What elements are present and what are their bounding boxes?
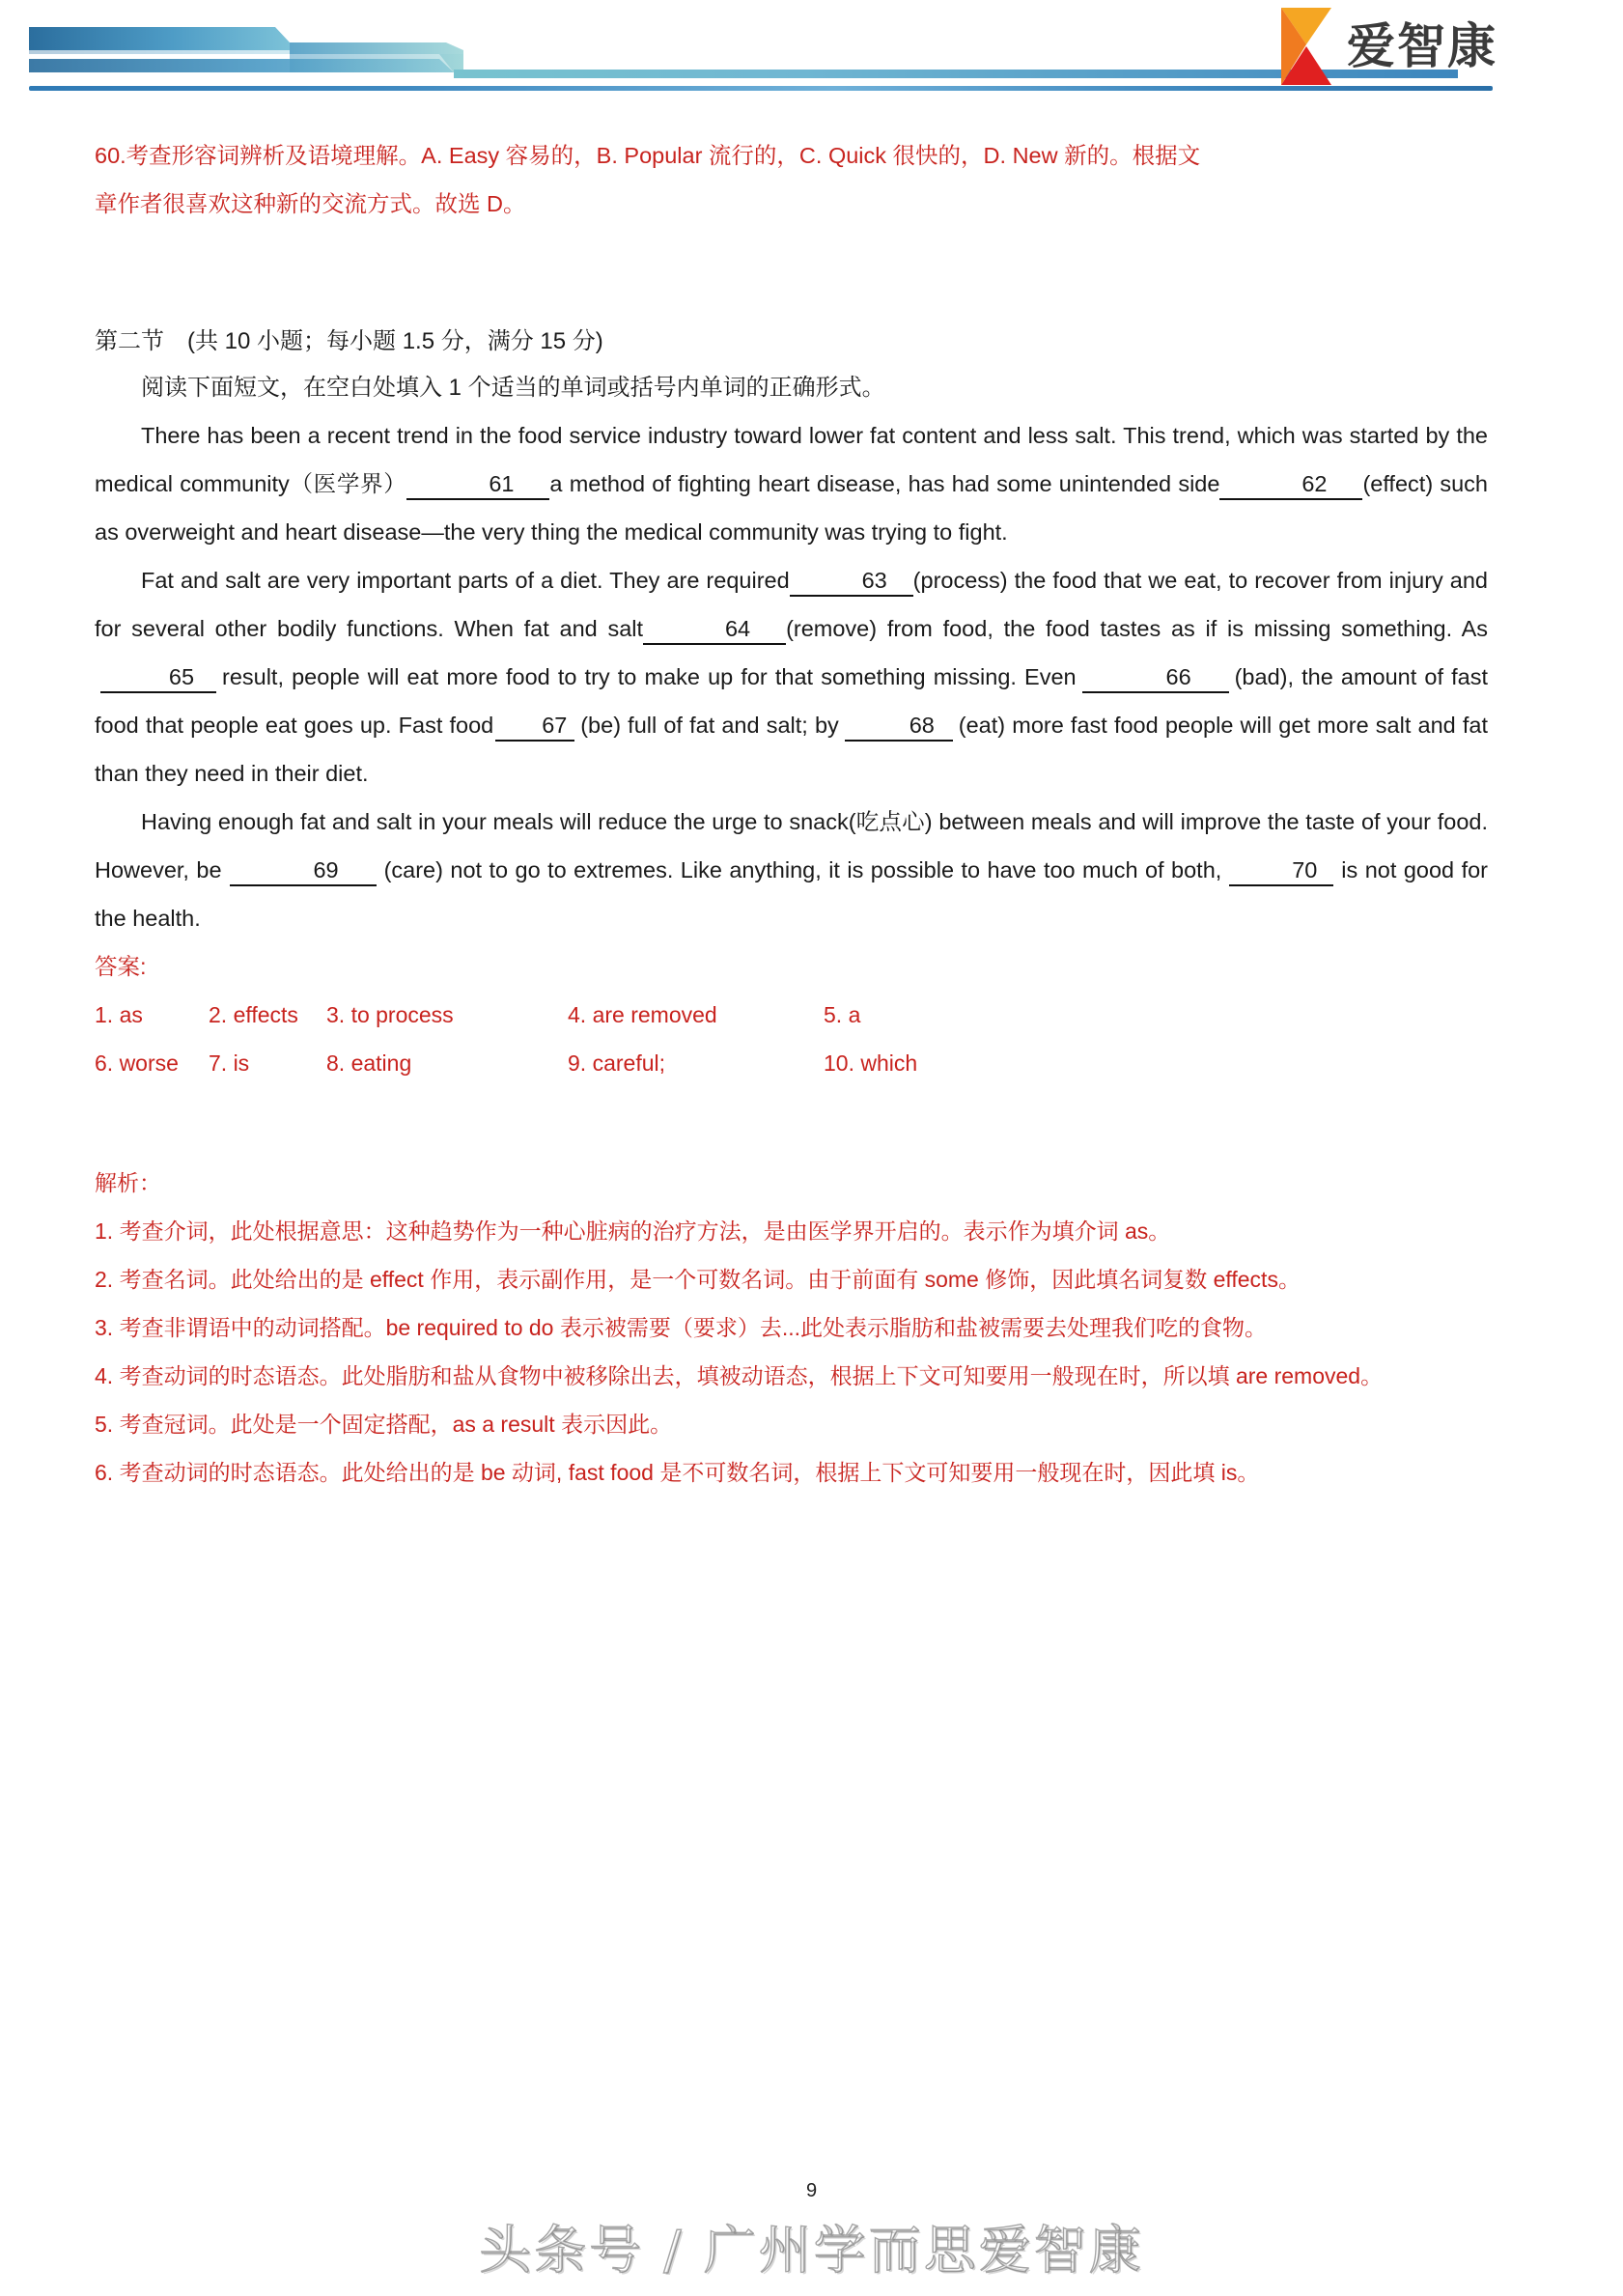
answer-key-row (95, 991, 1488, 1039)
answer-key-label: 答案: (95, 954, 147, 979)
blank-61[interactable]: 61 (406, 469, 549, 500)
passage-text: (process) the food that we eat, to recover from injury and for several other bodily functions. When fat and salt (95, 568, 1488, 641)
blank-65[interactable]: 65 (100, 662, 216, 693)
passage-paragraph-1 (95, 411, 1488, 556)
analysis-item-5: 5. 考查冠词。此处是一个固定搭配，as a result 表示因此。 (95, 1412, 673, 1437)
analysis-item-4: 4. 考查动词的时态语态。此处脂肪和盐从食物中被移除出去，填被动语态，根据上下文可知要用一般现在时，所以填 are removed。 (95, 1363, 1384, 1388)
passage-text: (eat) more fast food people will get more salt and fat than they need in their diet. (95, 713, 1488, 786)
passage-text: (effect) such as overweight and heart disease—the very thing the medical community was trying to fight. (95, 471, 1488, 545)
spacer (95, 299, 1488, 319)
brand-logo (1279, 6, 1497, 87)
blank-68[interactable]: 68 (845, 711, 953, 742)
blank-66[interactable]: 66 (1082, 662, 1229, 693)
answer-item: 7. is (209, 1050, 250, 1076)
watermark: 头条号 / 广州学而思爱智康 (479, 2220, 1144, 2281)
passage-text: There has been a recent trend in the food service industry toward lower fat content and less salt. This trend, which was started by the medical community（医学界） (95, 423, 1488, 496)
answer-item: 2. effects (209, 1002, 298, 1027)
answer-item: 6. worse (95, 1050, 179, 1076)
passage-text: Fat and salt are very important parts of a diet. They are required (141, 568, 790, 593)
aizhikang-logo-icon (1279, 6, 1333, 87)
analysis-label: 解析： (95, 1170, 161, 1195)
item-60-explanation-line1: 60.考查形容词辨析及语境理解。A. Easy 容易的，B. Popular 流行的，C. Quick 很快的，D. New 新的。根据文 (95, 143, 1201, 168)
passage-text: (remove) from food, the food tastes as if is missing something. As (786, 616, 1489, 641)
page-number: 9 (805, 2180, 818, 2201)
passage-text: is not good for the health. (95, 857, 1488, 931)
section-instruction: 阅读下面短文，在空白处填入 1 个适当的单词或括号内单词的正确形式。 (141, 375, 885, 401)
blank-63[interactable]: 63 (790, 566, 913, 597)
passage-text: a method of fighting heart disease, has had some unintended side (549, 471, 1220, 496)
answer-item: 4. are removed (568, 1002, 717, 1027)
blank-67[interactable]: 67 (495, 711, 574, 742)
passage-paragraph-2 (95, 556, 1488, 798)
header-divider (29, 86, 1493, 91)
answer-item: 8. eating (326, 1050, 412, 1076)
spacer (95, 1087, 1488, 1159)
blank-62[interactable]: 62 (1219, 469, 1362, 500)
passage-text: Having enough fat and salt in your meals will reduce the urge to snack(吃点心) between meals and will improve the taste of your food. However, be (95, 809, 1488, 882)
analysis-item-3: 3. 考查非谓语中的动词搭配。be required to do 表示被需要（要求）去...此处表示脂肪和盐被需要去处理我们吃的食物。 (95, 1315, 1268, 1340)
analysis-item-1: 1. 考查介词，此处根据意思：这种趋势作为一种心脏病的治疗方法，是由医学界开启的。表示作为填介词 as。 (95, 1218, 1171, 1244)
passage-text: (care) not to go to extremes. Like anything, it is possible to have too much of both, (383, 857, 1222, 882)
answer-item: 1. as (95, 1002, 143, 1027)
spacer (95, 228, 1488, 299)
blank-69[interactable]: 69 (230, 855, 377, 886)
passage-paragraph-3 (95, 798, 1488, 942)
page-header (0, 0, 1623, 93)
answer-key-row (95, 1039, 1488, 1087)
item-60-explanation-line2: 章作者很喜欢这种新的交流方式。故选 D。 (95, 191, 526, 216)
brand-name: 爱智康 (1347, 18, 1497, 74)
analysis-item-6: 6. 考查动词的时态语态。此处给出的是 be 动词, fast food 是不可数名词，根据上下文可知要用一般现在时，因此填 is。 (95, 1460, 1260, 1485)
passage-text: (bad), the amount of fast food that people eat goes up. Fast food (95, 664, 1488, 738)
passage-text: result, people will eat more food to try to make up for that something missing. Even (222, 664, 1077, 689)
blank-64[interactable]: 64 (643, 614, 786, 645)
analysis-item-2: 2. 考查名词。此处给出的是 effect 作用，表示副作用，是一个可数名词。由于前面有 some 修饰，因此填名词复数 effects。 (95, 1267, 1301, 1292)
passage-text: (be) full of fat and salt; by (580, 713, 839, 738)
section-title: 第二节 (共 10 小题；每小题 1.5 分，满分 15 分) (95, 328, 603, 354)
header-banner-graphic (0, 27, 1487, 87)
document-content (0, 93, 1623, 1497)
blank-70[interactable]: 70 (1229, 855, 1333, 886)
answer-item: 10. which (824, 1050, 918, 1076)
answer-item: 9. careful; (568, 1050, 665, 1076)
answer-item: 5. a (824, 1002, 861, 1027)
spacer (95, 93, 1488, 131)
answer-item: 3. to process (326, 1002, 454, 1027)
